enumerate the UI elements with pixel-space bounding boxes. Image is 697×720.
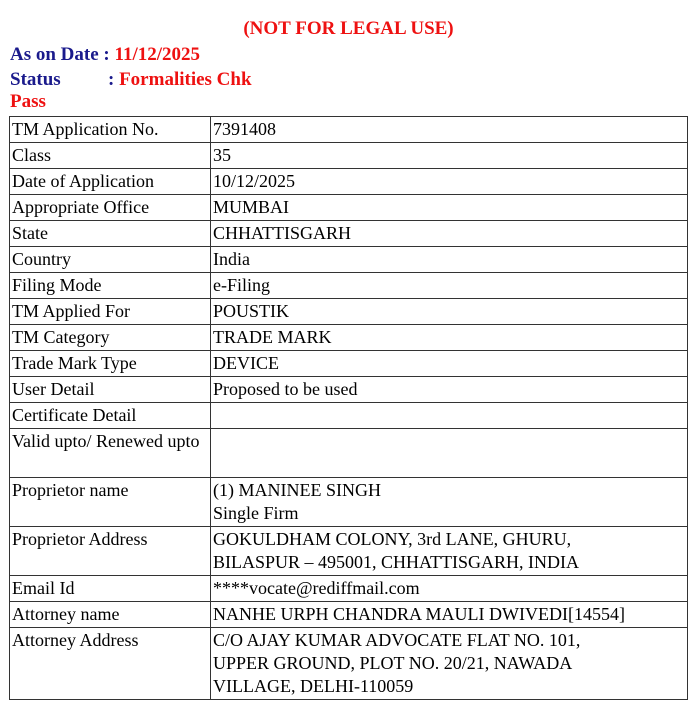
row-value: [211, 377, 688, 403]
row-value: [211, 576, 688, 602]
row-value-line: GOKULDHAM COLONY, 3rd LANE, GHURU,: [213, 529, 572, 549]
row-value: [211, 429, 688, 478]
row-value-line: 35: [213, 145, 231, 165]
table-row: [10, 602, 688, 628]
row-label: Valid upto/ Renewed upto: [10, 429, 211, 478]
row-value-line: (1) MANINEE SINGH: [213, 480, 381, 500]
row-label: Proprietor name: [10, 478, 211, 527]
application-details-body: [10, 117, 688, 700]
table-row: [10, 299, 688, 325]
row-value-line: Proposed to be used: [213, 379, 358, 399]
row-value: [211, 221, 688, 247]
row-value-line: 7391408: [213, 119, 276, 139]
row-label: Email Id: [10, 576, 211, 602]
row-value-line: TRADE MARK: [213, 327, 332, 347]
status: [10, 69, 310, 113]
row-label: TM Applied For: [10, 299, 211, 325]
row-label: Country: [10, 247, 211, 273]
row-value: [211, 628, 688, 700]
row-value-line: C/O AJAY KUMAR ADVOCATE FLAT NO. 101,: [213, 630, 581, 650]
row-label: Date of Application: [10, 169, 211, 195]
table-row: [10, 377, 688, 403]
as-on-date: [10, 44, 200, 66]
table-row: [10, 273, 688, 299]
row-label: Proprietor Address: [10, 527, 211, 576]
row-label: TM Application No.: [10, 117, 211, 143]
table-row: [10, 429, 688, 478]
row-value: [211, 169, 688, 195]
row-value-line: CHHATTISGARH: [213, 223, 352, 243]
row-value-line: POUSTIK: [213, 301, 290, 321]
row-label: User Detail: [10, 377, 211, 403]
table-row: [10, 195, 688, 221]
as-on-date-label: As on Date :: [10, 44, 115, 65]
application-details-table: [9, 116, 688, 700]
row-label: Class: [10, 143, 211, 169]
table-row: [10, 351, 688, 377]
status-value-continued: Pass: [10, 91, 46, 112]
table-row: [10, 221, 688, 247]
row-label: Trade Mark Type: [10, 351, 211, 377]
row-label: TM Category: [10, 325, 211, 351]
table-row: [10, 143, 688, 169]
not-for-legal-use-banner: (NOT FOR LEGAL USE): [243, 18, 454, 39]
row-label: Certificate Detail: [10, 403, 211, 429]
row-value-line: ****vocate@rediffmail.com: [213, 578, 420, 598]
row-value-line: DEVICE: [213, 353, 279, 373]
table-row: [10, 628, 688, 700]
row-value: [211, 117, 688, 143]
row-value-line: India: [213, 249, 250, 269]
table-row: [10, 117, 688, 143]
row-label: Appropriate Office: [10, 195, 211, 221]
row-value-line: UPPER GROUND, PLOT NO. 20/21, NAWADA: [213, 653, 573, 673]
status-label: Status: [10, 69, 61, 90]
row-value: [211, 195, 688, 221]
row-value: [211, 299, 688, 325]
row-label: Attorney name: [10, 602, 211, 628]
row-value: [211, 602, 688, 628]
table-row: [10, 478, 688, 527]
table-row: [10, 576, 688, 602]
as-on-date-value: 11/12/2025: [114, 44, 201, 65]
table-row: [10, 527, 688, 576]
row-value: [211, 478, 688, 527]
row-value: [211, 325, 688, 351]
row-value-line: e-Filing: [213, 275, 270, 295]
row-label: State: [10, 221, 211, 247]
row-value-line: Single Firm: [213, 503, 299, 523]
row-label: Attorney Address: [10, 628, 211, 700]
row-label: Filing Mode: [10, 273, 211, 299]
row-value: [211, 143, 688, 169]
table-row: [10, 169, 688, 195]
status-separator: :: [108, 69, 120, 90]
table-row: [10, 325, 688, 351]
row-value: [211, 273, 688, 299]
row-value: [211, 527, 688, 576]
row-value: [211, 403, 688, 429]
row-value: [211, 247, 688, 273]
row-value: [211, 351, 688, 377]
table-row: [10, 247, 688, 273]
row-value-line: MUMBAI: [213, 197, 290, 217]
status-value: Formalities Chk: [119, 69, 252, 90]
row-value-line: BILASPUR – 495001, CHHATTISGARH, INDIA: [213, 552, 580, 572]
table-row: [10, 403, 688, 429]
row-value-line: 10/12/2025: [213, 171, 296, 191]
row-value-line: NANHE URPH CHANDRA MAULI DWIVEDI[14554]: [213, 604, 625, 624]
row-value-line: VILLAGE, DELHI-110059: [213, 676, 414, 696]
